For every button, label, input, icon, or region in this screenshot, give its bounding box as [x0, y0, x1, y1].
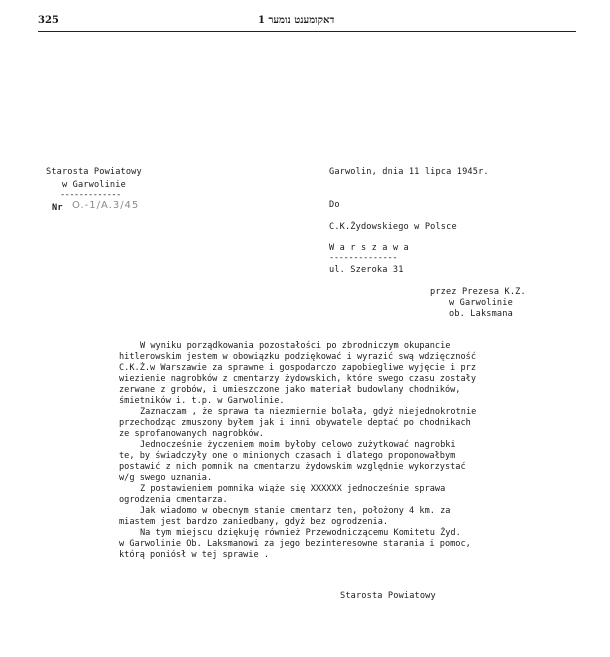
body-line: postawić z nich pomnik na cmentarzu żydowskim względnie wykorzystać [119, 462, 466, 472]
body-line: wiezienie nagrobków z cmentarzy żydowskich, które swego czasu zostały [119, 374, 476, 384]
page-number: 325 [38, 15, 59, 26]
body-line: Z postawieniem pomnika wiąże się XXXXXX jednocześnie sprawa [140, 484, 446, 494]
body-line: w Garwolinie Ob. Laksmanowi za jego bezinteresowne starania i pomoc, [119, 539, 471, 549]
body-line: hitlerowskim jestem w obowiązku podziękować i wyrazić swą wdzięczność [119, 352, 476, 362]
sender-number-label: Nr [52, 203, 63, 213]
body-line: Jednocześnie życzeniem moim byłoby celowo zużytkować nagrobki [140, 440, 456, 450]
body-line: przechodząc zmuszony byłem jak i inni obywatele deptać po chodnikach [119, 418, 471, 428]
header-rule [38, 31, 576, 32]
recipient-dashes: -------------- [329, 253, 398, 263]
recipient-line1: C.K.Żydowskiego w Polsce [329, 222, 457, 232]
recipient-to: Do [329, 200, 340, 210]
running-title: דאקומענט נומער 1 [258, 15, 335, 26]
body-line: miastem jest bardzo zaniedbany, gdyż bez ogrodzenia. [119, 517, 389, 527]
body-line: śmietników i. t.p. w Garwolinie. [119, 396, 285, 406]
sender-underline: ------------- [60, 190, 121, 200]
via-line1: przez Prezesa K.Z. [430, 287, 526, 297]
body-line: C.K.Ż.w Warszawie za sprawne i gospodarczo zapobiegliwe wyjęcie i prz [119, 363, 476, 373]
sender-line2: w Garwolinie [62, 180, 126, 190]
body-line: w/g swego uznania. [119, 473, 213, 483]
body-line: ogrodzenia cmentarza. [119, 495, 228, 505]
body-line: W wyniku porządkowania pozostałości po zbrodniczym okupancie [140, 341, 451, 351]
body-line: te, by świadczyły one o minionych czasach i dlatego proponowałbym [119, 451, 456, 461]
sender-line1: Starosta Powiatowy [46, 167, 142, 177]
recipient-street: ul. Szeroka 31 [329, 265, 404, 275]
via-line3: ob. Laksmana [449, 309, 513, 319]
body-line: Jak wiadomo w obecnym stanie cmentarz ten, położony 4 km. za [140, 506, 451, 516]
sender-number-stamp: O.-1/A.3/45 [72, 200, 140, 211]
body-line: Na tym miejscu dziękuję również Przewodniczącemu Komitetu Żyd. [140, 528, 461, 538]
body-line: ze sprofanowanych nagrobków. [119, 429, 264, 439]
date-line: Garwolin, dnia 11 lipca 1945r. [329, 167, 489, 177]
body-line: Zaznaczam , że sprawa ta niezmiernie bolała, gdyż niejednokrotnie [140, 407, 477, 417]
recipient-city: W a r s z a w a [329, 243, 409, 253]
body-line: którą poniósł w tej sprawie . [119, 550, 270, 560]
body-line: zerwane z grobów, i umieszczone jako materiał budowlany chodników, [119, 385, 461, 395]
signature: Starosta Powiatowy [340, 591, 436, 601]
via-line2: w Garwolinie [449, 298, 513, 308]
